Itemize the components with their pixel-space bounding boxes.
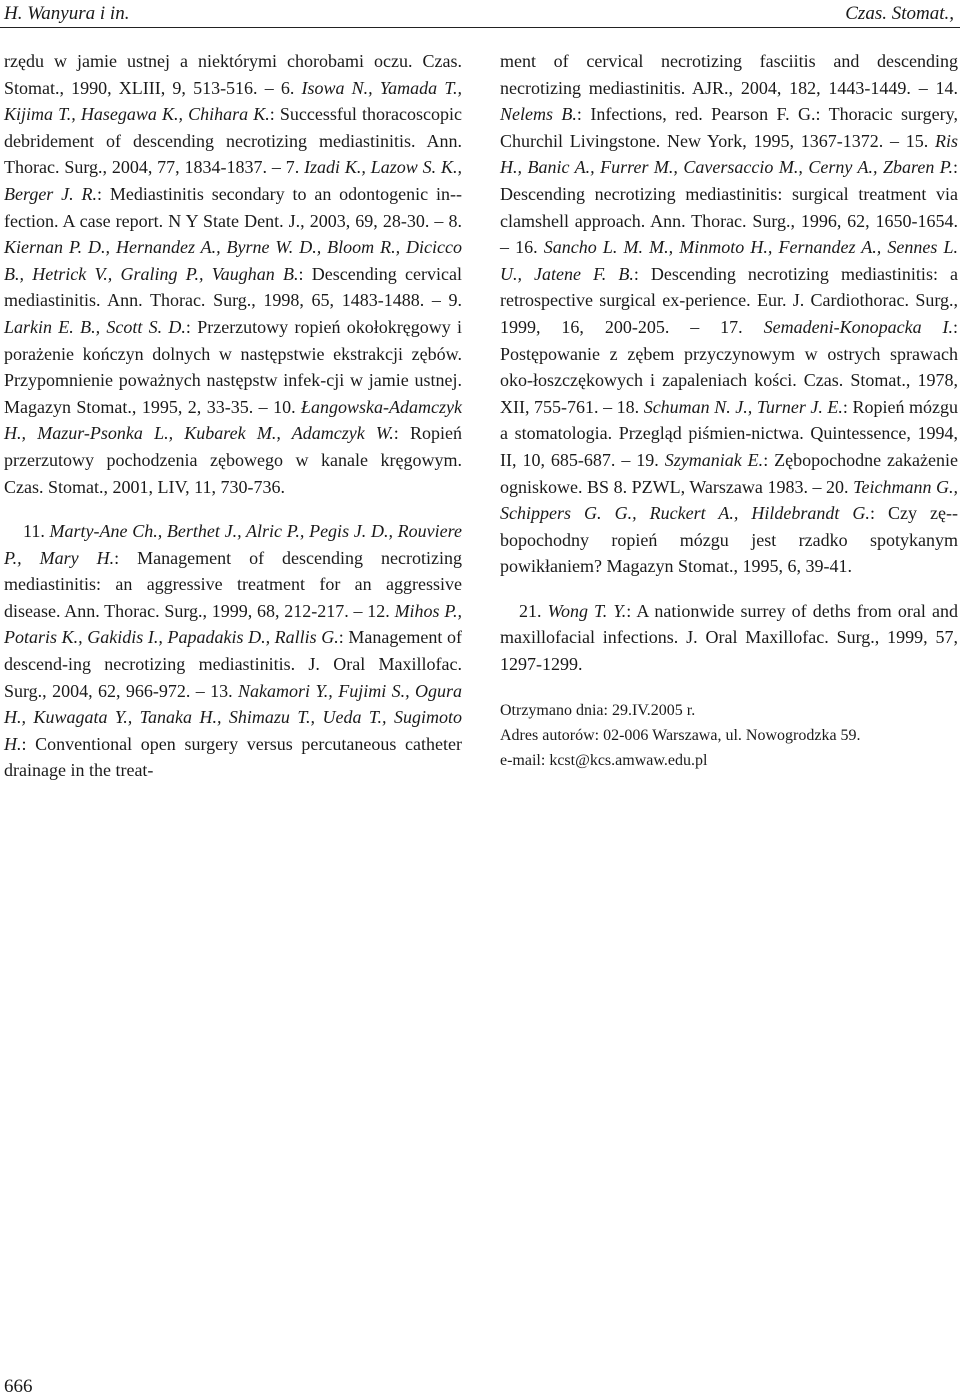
reference-authors: Szymaniak E. (664, 449, 764, 470)
reference-authors: Ris H., Banic A., Furrer M., Caversaccio M., Cerny A., Zbaren P. (500, 130, 958, 178)
reference-authors: Isowa N., Yamada T., Kijima T., Hasegawa K., Chihara K. (4, 77, 462, 125)
reference-text: rzędu w jamie ustnej a niektórymi chorobami oczu. Czas. Stomat., 1990, XLIII, 9, 513-516. – 6. (4, 51, 462, 98)
reference-paragraph (4, 48, 462, 500)
reference-text: : Przerzutowy ropień okołokręgowy i porażenie kończyn dolnych w następstwie ekstrakcji zębów. Przypomnienie poważnych następstw infek-cji w jamie ustnej. Magazyn Stomat., 1995, 2, 33-35. – 10. (4, 316, 462, 417)
reference-authors: Mihos P., Potaris K., Gakidis I., Papadakis D., Rallis G. (4, 600, 462, 648)
reference-authors: Teichmann G., Schippers G. G., Ruckert A., Hildebrandt G. (500, 476, 958, 524)
right-column (500, 48, 958, 773)
reference-authors: Larkin E. B., Scott S. D. (4, 316, 186, 337)
reference-text: 21. (519, 600, 548, 621)
running-head-authors: H. Wanyura i in. (4, 3, 130, 24)
reference-text: ment of cervical necrotizing fasciitis and descending necrotizing mediastinitis. AJR., 2004, 182, 1443-1449. – 14. (500, 51, 958, 98)
reference-text: : Infections, red. Pearson F. G.: Thoracic surgery, Churchil Livingstone. New York, 1995, 1367-1372. – 15. (500, 104, 958, 151)
reference-authors: Wong T. Y. (547, 600, 627, 621)
article-footnotes (500, 698, 958, 773)
reference-text: : Ropień mózgu a stomatologia. Przegląd piśmien-nictwa. Quintessence, 1994, II, 10, 685-687. – 19. (500, 396, 959, 470)
reference-text: : A nationwide surrey of deths from oral and maxillofacial infections. J. Oral Maxillofac. Surg., 1999, 57, 1297-1299. (500, 600, 958, 675)
reference-text: : Ropień przerzutowy pochodzenia zębowego w kanale kręgowym. Czas. Stomat., 2001, LIV, 11, 730-736. (4, 423, 463, 497)
received-date: Otrzymano dnia: 29.IV.2005 r. (500, 701, 696, 719)
reference-paragraph (4, 518, 462, 784)
reference-text: : Descending necrotizing mediastinitis: a retrospective surgical ex-perience. Eur. J. Cardiothorac. Surg., 1999, 16, 200-205. – 17. (500, 263, 958, 337)
reference-text: : Management of descend-ing necrotizing mediastinitis. J. Oral Maxillofac. Surg., 2004, 62, 966-972. – 13. (4, 627, 462, 701)
reference-text: : Successful thoracoscopic debridement of descending necrotizing mediastinitis. Ann. Thorac. Surg., 2004, 77, 1834-1837. – 7. (4, 104, 462, 178)
reference-paragraph (500, 48, 958, 580)
reference-text: 11. (23, 521, 50, 542)
reference-text: : Descending necrotizing mediastinitis: surgical treatment via clamshell approach. Ann. Thorac. Surg., 1996, 62, 1650-1654. – 16. (500, 157, 958, 258)
reference-authors: Nelems B. (500, 104, 577, 125)
reference-authors: Łangowska-Adamczyk H., Mazur-Psonka L., Kubarek M., Adamczyk W. (4, 396, 462, 444)
reference-authors: Nakamori Y., Fujimi S., Ogura H., Kuwagata Y., Tanaka H., Shimazu T., Ueda T., Sugimoto H. (4, 680, 462, 754)
reference-authors: Semadeni-Konopacka I. (763, 316, 953, 337)
reference-text: : Czy zę-bopochodny ropień mózgu jest rzadko spotykanym powikłaniem? Magazyn Stomat., 1995, 6, 39-41. (500, 503, 959, 577)
reference-text: : Postępowanie z zębem przyczynowym w ostrych sprawach oko-łoszczękowych i zapaleniach kości. Czas. Stomat., 1978, XII, 755-761. – 18. (500, 316, 958, 417)
page-number: 666 (4, 1376, 33, 1397)
reference-paragraph (500, 598, 958, 678)
reference-authors: Marty-Ane Ch., Berthet J., Alric P., Pegis J. D., Rouviere P., Mary H. (4, 521, 462, 568)
reference-text: : Conventional open surgery versus percutaneous catheter drainage in the treat- (4, 733, 462, 781)
left-column (4, 48, 462, 784)
reference-authors: Kiernan P. D., Hernandez A., Byrne W. D., Bloom R., Dicicco B., Hetrick V., Graling P., Vaughan B. (4, 237, 462, 284)
header-rule (0, 27, 960, 28)
reference-text: : Management of descending necrotizing mediastinitis: an aggressive treatment for an aggressive disease. Ann. Thorac. Surg., 1999, 68, 212-217. – 12. (4, 547, 462, 621)
reference-text: : Mediastinitis secondary to an odontogenic in-fection. A case report. N Y State Dent. J., 2003, 69, 28-30. – 8. (4, 183, 462, 231)
author-address: Adres autorów: 02-006 Warszawa, ul. Nowogrodzka 59. (500, 726, 861, 744)
reference-text: : Descending cervical mediastinitis. Ann. Thorac. Surg., 1998, 65, 1483-1488. – 9. (4, 263, 462, 311)
reference-authors: Sancho L. M. M., Minmoto H., Fernandez A., Sennes L. U., Jatene F. B. (500, 237, 958, 284)
reference-authors: Izadi K., Lazow S. K., Berger J. R. (4, 157, 462, 204)
reference-authors: Schuman N. J., Turner J. E. (643, 396, 843, 417)
author-email: e-mail: kcst@kcs.amwaw.edu.pl (500, 751, 708, 769)
reference-text: : Zębopochodne zakażenie ogniskowe. BS 8. PZWL, Warszawa 1983. – 20. (500, 449, 958, 497)
running-head-journal: Czas. Stomat., (845, 3, 954, 24)
